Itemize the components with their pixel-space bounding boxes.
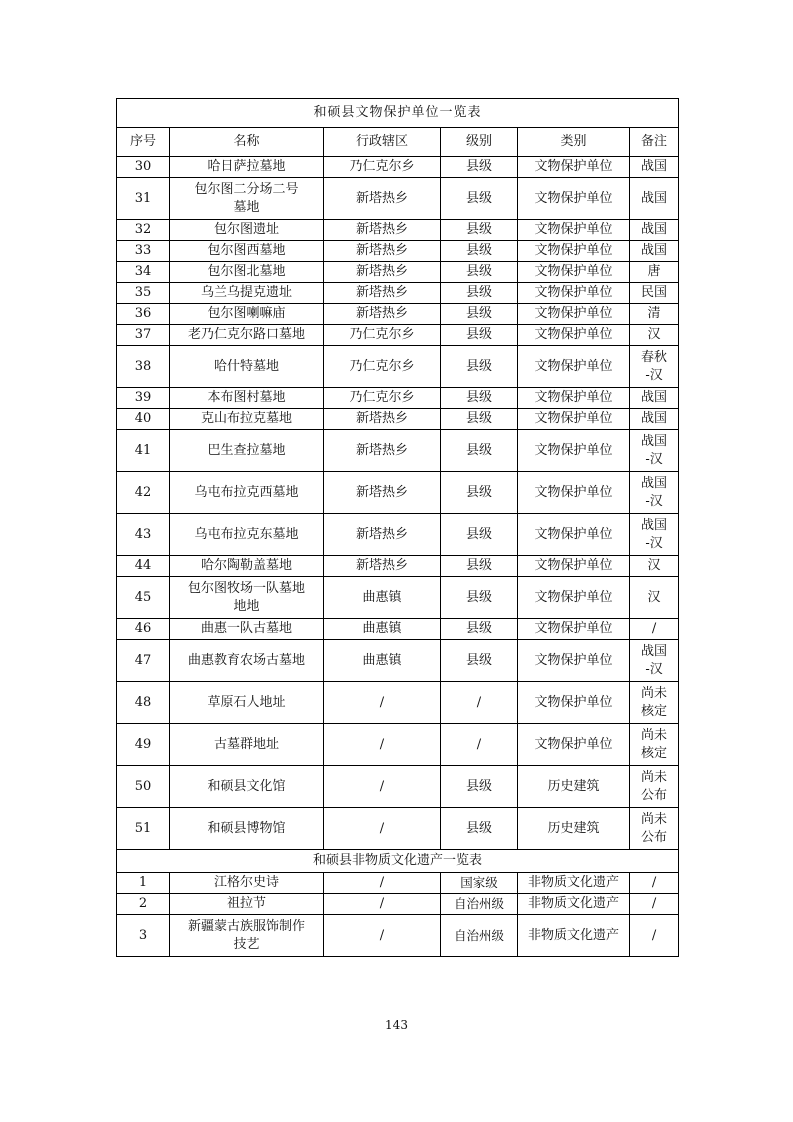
cell-seq: 33 (117, 241, 170, 262)
cell-category: 文物保护单位 (518, 724, 630, 766)
cell-level: 县级 (441, 388, 518, 409)
cell-remark: 清 (630, 304, 679, 325)
cell-name: 老乃仁克尔路口墓地 (170, 325, 324, 346)
cell-remark: 战国 -汉 (630, 514, 679, 556)
cell-seq: 38 (117, 346, 170, 388)
cell-seq: 1 (117, 873, 170, 894)
cell-category: 文物保护单位 (518, 304, 630, 325)
cell-seq: 50 (117, 766, 170, 808)
cell-level: / (441, 724, 518, 766)
cell-seq: 49 (117, 724, 170, 766)
cell-level: 县级 (441, 304, 518, 325)
cell-remark: / (630, 873, 679, 894)
cell-district: 新塔热乡 (324, 220, 441, 241)
cell-level: 国家级 (441, 873, 518, 894)
cell-name: 曲惠一队古墓地 (170, 619, 324, 640)
cell-name: 新疆蒙古族服饰制作 技艺 (170, 915, 324, 957)
cell-district: / (324, 915, 441, 957)
cell-level: 自治州级 (441, 915, 518, 957)
cell-remark: 民国 (630, 283, 679, 304)
cell-level: 县级 (441, 325, 518, 346)
cell-district: / (324, 682, 441, 724)
table-row (117, 388, 679, 409)
cell-district: 新塔热乡 (324, 430, 441, 472)
cell-district: 乃仁克尔乡 (324, 325, 441, 346)
table-row (117, 808, 679, 850)
cell-level: 县级 (441, 640, 518, 682)
cell-name: 草原石人地址 (170, 682, 324, 724)
table-row (117, 682, 679, 724)
cell-district: 乃仁克尔乡 (324, 346, 441, 388)
cell-level: 县级 (441, 808, 518, 850)
cell-level: 县级 (441, 472, 518, 514)
cell-name: 古墓群地址 (170, 724, 324, 766)
cell-level: 县级 (441, 766, 518, 808)
cell-name: 哈日萨拉墓地 (170, 157, 324, 178)
cell-remark: / (630, 619, 679, 640)
cell-category: 文物保护单位 (518, 178, 630, 220)
table-row (117, 640, 679, 682)
cell-seq: 48 (117, 682, 170, 724)
cell-district: / (324, 808, 441, 850)
cell-level: 县级 (441, 262, 518, 283)
table-row (117, 304, 679, 325)
cell-district: 新塔热乡 (324, 241, 441, 262)
table-row (117, 514, 679, 556)
table-row (117, 556, 679, 577)
table-row (117, 430, 679, 472)
cell-category: 非物质文化遗产 (518, 915, 630, 957)
heritage-table (116, 98, 679, 957)
cell-seq: 32 (117, 220, 170, 241)
table1-header-row (117, 128, 679, 157)
cell-name: 包尔图牧场一队墓地 地地 (170, 577, 324, 619)
cell-district: 新塔热乡 (324, 409, 441, 430)
table-row (117, 915, 679, 957)
table-row (117, 894, 679, 915)
cell-category: 文物保护单位 (518, 220, 630, 241)
table-row (117, 346, 679, 388)
header-remark: 备注 (630, 128, 679, 157)
cell-seq: 42 (117, 472, 170, 514)
cell-name: 江格尔史诗 (170, 873, 324, 894)
cell-district: / (324, 724, 441, 766)
table-row (117, 325, 679, 346)
cell-remark: 战国 (630, 388, 679, 409)
cell-category: 文物保护单位 (518, 682, 630, 724)
cell-level: 县级 (441, 283, 518, 304)
cell-district: 乃仁克尔乡 (324, 388, 441, 409)
cell-district: / (324, 894, 441, 915)
cell-name: 乌兰乌提克遗址 (170, 283, 324, 304)
cell-name: 哈什特墓地 (170, 346, 324, 388)
cell-remark: 战国 (630, 241, 679, 262)
cell-district: 新塔热乡 (324, 262, 441, 283)
cell-seq: 47 (117, 640, 170, 682)
cell-category: 历史建筑 (518, 766, 630, 808)
table-row (117, 178, 679, 220)
cell-seq: 41 (117, 430, 170, 472)
cell-remark: 唐 (630, 262, 679, 283)
table-row (117, 577, 679, 619)
cell-seq: 46 (117, 619, 170, 640)
cell-category: 非物质文化遗产 (518, 894, 630, 915)
cell-category: 文物保护单位 (518, 409, 630, 430)
table-row (117, 262, 679, 283)
cell-remark: 战国 -汉 (630, 472, 679, 514)
table-row (117, 409, 679, 430)
cell-district: / (324, 766, 441, 808)
cell-seq: 30 (117, 157, 170, 178)
table-row (117, 157, 679, 178)
table-row (117, 724, 679, 766)
cell-category: 非物质文化遗产 (518, 873, 630, 894)
cell-remark: 春秋 -汉 (630, 346, 679, 388)
cell-seq: 3 (117, 915, 170, 957)
cell-remark: 尚未 公布 (630, 766, 679, 808)
cell-name: 克山布拉克墓地 (170, 409, 324, 430)
cell-level: 县级 (441, 409, 518, 430)
cell-district: 新塔热乡 (324, 283, 441, 304)
cell-category: 文物保护单位 (518, 241, 630, 262)
cell-level: 县级 (441, 220, 518, 241)
cell-remark: 战国 -汉 (630, 640, 679, 682)
cell-category: 文物保护单位 (518, 619, 630, 640)
cell-category: 文物保护单位 (518, 325, 630, 346)
cell-name: 哈尔陶勒盖墓地 (170, 556, 324, 577)
header-name: 名称 (170, 128, 324, 157)
cell-name: 曲惠教育农场古墓地 (170, 640, 324, 682)
cell-seq: 43 (117, 514, 170, 556)
table-row (117, 241, 679, 262)
table-row (117, 472, 679, 514)
header-level: 级别 (441, 128, 518, 157)
cell-category: 文物保护单位 (518, 283, 630, 304)
header-category: 类别 (518, 128, 630, 157)
page-number: 143 (385, 1018, 408, 1032)
cell-name: 乌屯布拉克西墓地 (170, 472, 324, 514)
cell-category: 文物保护单位 (518, 262, 630, 283)
cell-seq: 36 (117, 304, 170, 325)
cell-seq: 37 (117, 325, 170, 346)
cell-district: 曲惠镇 (324, 619, 441, 640)
cell-remark: / (630, 894, 679, 915)
header-seq: 序号 (117, 128, 170, 157)
cell-seq: 40 (117, 409, 170, 430)
table1-title: 和硕县文物保护单位一览表 (117, 99, 679, 128)
cell-seq: 45 (117, 577, 170, 619)
cell-name: 包尔图喇嘛庙 (170, 304, 324, 325)
cell-district: 新塔热乡 (324, 178, 441, 220)
cell-seq: 34 (117, 262, 170, 283)
cell-level: 县级 (441, 346, 518, 388)
cell-level: 县级 (441, 577, 518, 619)
table2-title: 和硕县非物质文化遗产一览表 (117, 850, 679, 873)
cell-name: 包尔图西墓地 (170, 241, 324, 262)
cell-level: 县级 (441, 556, 518, 577)
table-row (117, 283, 679, 304)
cell-category: 文物保护单位 (518, 640, 630, 682)
table-row (117, 873, 679, 894)
cell-remark: / (630, 915, 679, 957)
cell-remark: 汉 (630, 325, 679, 346)
cell-remark: 战国 (630, 157, 679, 178)
cell-name: 本布图村墓地 (170, 388, 324, 409)
cell-category: 文物保护单位 (518, 556, 630, 577)
cell-category: 文物保护单位 (518, 472, 630, 514)
cell-level: / (441, 682, 518, 724)
header-district: 行政辖区 (324, 128, 441, 157)
cell-level: 自治州级 (441, 894, 518, 915)
cell-remark: 尚未 公布 (630, 808, 679, 850)
cell-name: 和硕县文化馆 (170, 766, 324, 808)
cell-seq: 51 (117, 808, 170, 850)
cell-level: 县级 (441, 619, 518, 640)
cell-level: 县级 (441, 157, 518, 178)
cell-level: 县级 (441, 514, 518, 556)
cell-district: 新塔热乡 (324, 514, 441, 556)
table-row (117, 220, 679, 241)
table-row (117, 766, 679, 808)
cell-remark: 尚未 核定 (630, 682, 679, 724)
cell-name: 乌屯布拉克东墓地 (170, 514, 324, 556)
cell-remark: 尚未 核定 (630, 724, 679, 766)
cell-remark: 战国 (630, 409, 679, 430)
cell-level: 县级 (441, 178, 518, 220)
cell-level: 县级 (441, 241, 518, 262)
cell-category: 历史建筑 (518, 808, 630, 850)
cell-seq: 35 (117, 283, 170, 304)
cell-district: 乃仁克尔乡 (324, 157, 441, 178)
cell-category: 文物保护单位 (518, 577, 630, 619)
cell-district: 新塔热乡 (324, 472, 441, 514)
cell-name: 祖拉节 (170, 894, 324, 915)
cell-district: 曲惠镇 (324, 640, 441, 682)
cell-remark: 战国 (630, 220, 679, 241)
cell-category: 文物保护单位 (518, 388, 630, 409)
cell-name: 包尔图二分场二号 墓地 (170, 178, 324, 220)
cell-category: 文物保护单位 (518, 430, 630, 472)
cell-name: 包尔图遗址 (170, 220, 324, 241)
cell-name: 包尔图北墓地 (170, 262, 324, 283)
cell-name: 巴生查拉墓地 (170, 430, 324, 472)
cell-remark: 汉 (630, 556, 679, 577)
cell-seq: 2 (117, 894, 170, 915)
cell-name: 和硕县博物馆 (170, 808, 324, 850)
cell-remark: 战国 (630, 178, 679, 220)
cell-seq: 39 (117, 388, 170, 409)
cell-remark: 战国 -汉 (630, 430, 679, 472)
table-body (117, 99, 679, 957)
cell-district: 曲惠镇 (324, 577, 441, 619)
cell-remark: 汉 (630, 577, 679, 619)
table-row (117, 619, 679, 640)
cell-district: / (324, 873, 441, 894)
cell-level: 县级 (441, 430, 518, 472)
cell-category: 文物保护单位 (518, 157, 630, 178)
cell-seq: 44 (117, 556, 170, 577)
cell-seq: 31 (117, 178, 170, 220)
cell-category: 文物保护单位 (518, 514, 630, 556)
cell-category: 文物保护单位 (518, 346, 630, 388)
cell-district: 新塔热乡 (324, 304, 441, 325)
cell-district: 新塔热乡 (324, 556, 441, 577)
